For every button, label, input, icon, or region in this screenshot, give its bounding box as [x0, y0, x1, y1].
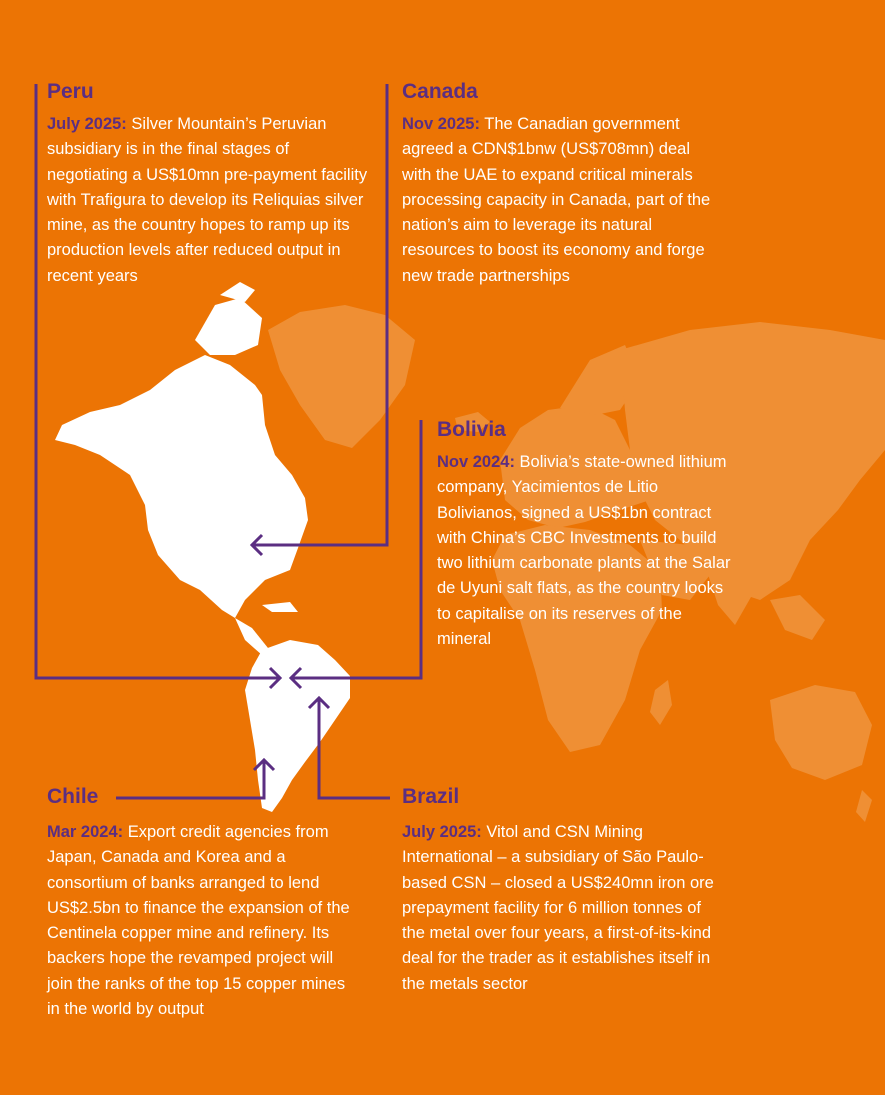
chile-date: Mar 2024: — [47, 823, 124, 841]
brazil-text — [402, 820, 722, 997]
peru-heading: Peru — [47, 80, 94, 103]
brazil-body: Vitol and CSN Mining International – a subsidiary of São Paulo-based CSN – closed a US$240mn iron ore prepayment facility for 6 million tonnes of the metal over four years, a first-of-its-kind deal for the trader as it establishes itself in the metals sector — [402, 823, 714, 993]
south-america — [245, 640, 350, 812]
chile-heading: Chile — [47, 785, 99, 808]
canada-body: The Canadian government agreed a CDN$1bnw (US$708mn) deal with the UAE to expand critical minerals processing capacity in Canada, part of the nation’s aim to leverage its natural resources to boost its economy and forge new trade partnerships — [402, 115, 711, 285]
chile-block — [47, 820, 357, 1022]
bolivia-body: Bolivia’s state-owned lithium company, Yacimientos de Litio Bolivianos, signed a US$1bn contract with China’s CBC Investments to build two lithium carbonate plants at the Salar de Uyuni salt flats, as the country looks to capitalise on its reserves of the mineral — [437, 453, 731, 649]
peru-block — [47, 80, 372, 289]
central-america — [235, 618, 268, 655]
north-america — [55, 355, 308, 618]
madagascar — [650, 680, 672, 725]
bolivia-date: Nov 2024: — [437, 453, 515, 471]
southeast-asia — [770, 595, 825, 640]
canada-date: Nov 2025: — [402, 115, 480, 133]
greenland — [268, 305, 415, 448]
brazil-heading: Brazil — [402, 785, 460, 808]
bolivia-heading: Bolivia — [437, 418, 506, 441]
peru-text — [47, 112, 372, 289]
brazil-date: July 2025: — [402, 823, 482, 841]
australia — [770, 685, 872, 780]
canada-block — [402, 80, 720, 289]
cuba — [262, 602, 298, 612]
brazil-block — [402, 820, 722, 997]
chile-connector — [116, 760, 264, 798]
bolivia-block — [437, 418, 737, 652]
canada-text — [402, 112, 720, 289]
chile-body: Export credit agencies from Japan, Canada and Korea and a consortium of banks arranged to lend US$2.5bn to finance the expansion of the Centinela copper mine and refinery. Its backers hope the revamped project will join the ranks of the top 15 copper mines in the world by output — [47, 823, 350, 1019]
canada-heading: Canada — [402, 80, 478, 103]
arctic-islands — [195, 298, 262, 355]
chile-text — [47, 820, 357, 1022]
new-zealand — [856, 790, 872, 822]
peru-body: Silver Mountain’s Peruvian subsidiary is in the final stages of negotiating a US$10mn pre-payment facility with Trafigura to develop its Reliquias silver mine, as the country hopes to ramp up its production levels after reduced output in recent years — [47, 115, 368, 285]
peru-date: July 2025: — [47, 115, 127, 133]
bolivia-connector — [291, 420, 421, 678]
bolivia-text — [437, 450, 737, 652]
